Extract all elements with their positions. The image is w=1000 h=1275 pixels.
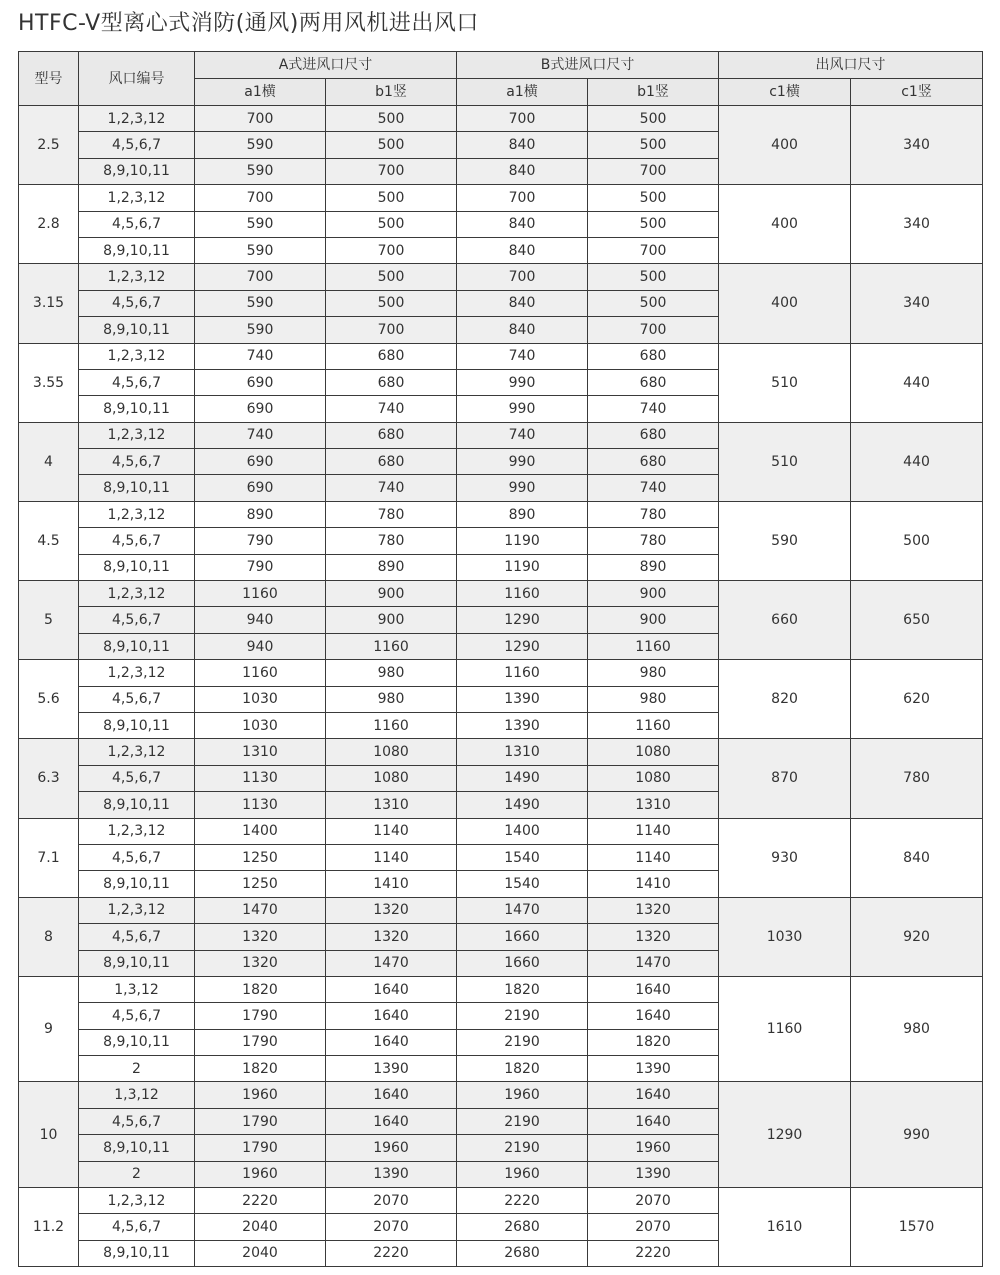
table-header (19, 52, 983, 106)
cell-c1-vertical: 440 (851, 422, 983, 501)
header-b-a1: a1横 (457, 79, 588, 106)
cell-port-no: 8,9,10,11 (79, 158, 195, 184)
table-row (19, 185, 983, 211)
cell-port-no: 1,2,3,12 (79, 264, 195, 290)
cell-port-no: 4,5,6,7 (79, 449, 195, 475)
cell-port-no: 4,5,6,7 (79, 1003, 195, 1029)
cell-b-a1: 2190 (457, 1003, 588, 1029)
cell-port-no: 1,2,3,12 (79, 185, 195, 211)
cell-b-a1: 1390 (457, 712, 588, 738)
cell-a-a1: 940 (195, 633, 326, 659)
table-row (19, 343, 983, 369)
cell-c1-vertical: 980 (851, 976, 983, 1082)
cell-port-no: 4,5,6,7 (79, 765, 195, 791)
cell-b-a1: 700 (457, 106, 588, 132)
cell-a-b1: 1640 (326, 1108, 457, 1134)
cell-b-b1: 500 (588, 106, 719, 132)
cell-b-a1: 1820 (457, 1056, 588, 1082)
cell-c1-vertical: 920 (851, 897, 983, 976)
cell-c1-vertical: 620 (851, 660, 983, 739)
cell-a-a1: 1030 (195, 712, 326, 738)
cell-b-a1: 1490 (457, 792, 588, 818)
cell-a-a1: 1250 (195, 844, 326, 870)
table-row (19, 976, 983, 1002)
cell-b-a1: 700 (457, 185, 588, 211)
cell-a-b1: 1640 (326, 1082, 457, 1108)
cell-a-a1: 740 (195, 343, 326, 369)
cell-port-no: 4,5,6,7 (79, 607, 195, 633)
cell-a-b1: 500 (326, 106, 457, 132)
cell-b-a1: 1160 (457, 660, 588, 686)
cell-port-no: 8,9,10,11 (79, 554, 195, 580)
cell-port-no: 4,5,6,7 (79, 211, 195, 237)
cell-a-b1: 680 (326, 449, 457, 475)
cell-b-a1: 990 (457, 449, 588, 475)
cell-b-b1: 1140 (588, 844, 719, 870)
cell-b-b1: 1640 (588, 1003, 719, 1029)
cell-port-no: 8,9,10,11 (79, 871, 195, 897)
cell-b-a1: 1310 (457, 739, 588, 765)
cell-b-a1: 1820 (457, 976, 588, 1002)
cell-b-a1: 700 (457, 264, 588, 290)
cell-a-a1: 1250 (195, 871, 326, 897)
table-body (19, 106, 983, 1267)
cell-a-b1: 1640 (326, 1003, 457, 1029)
cell-port-no: 1,3,12 (79, 1082, 195, 1108)
cell-c1-vertical: 340 (851, 106, 983, 185)
table-row (19, 1082, 983, 1108)
cell-c1-horizontal: 510 (719, 422, 851, 501)
cell-port-no: 4,5,6,7 (79, 132, 195, 158)
cell-a-b1: 500 (326, 211, 457, 237)
cell-port-no: 1,2,3,12 (79, 422, 195, 448)
cell-b-a1: 990 (457, 369, 588, 395)
cell-a-b1: 2220 (326, 1240, 457, 1266)
cell-b-b1: 500 (588, 211, 719, 237)
cell-b-a1: 740 (457, 422, 588, 448)
cell-b-a1: 2680 (457, 1214, 588, 1240)
cell-port-no: 4,5,6,7 (79, 686, 195, 712)
cell-b-a1: 840 (457, 237, 588, 263)
cell-port-no: 4,5,6,7 (79, 290, 195, 316)
cell-model: 3.15 (19, 264, 79, 343)
cell-b-a1: 1160 (457, 581, 588, 607)
cell-port-no: 8,9,10,11 (79, 1135, 195, 1161)
cell-model: 2.8 (19, 185, 79, 264)
cell-a-a1: 2220 (195, 1188, 326, 1214)
cell-c1-horizontal: 930 (719, 818, 851, 897)
table-row (19, 106, 983, 132)
header-group-a: A式进风口尺寸 (195, 52, 457, 79)
cell-port-no: 1,2,3,12 (79, 106, 195, 132)
cell-port-no: 2 (79, 1161, 195, 1187)
cell-b-b1: 2220 (588, 1240, 719, 1266)
cell-b-b1: 500 (588, 264, 719, 290)
cell-a-a1: 1130 (195, 792, 326, 818)
cell-b-b1: 780 (588, 501, 719, 527)
cell-a-b1: 500 (326, 264, 457, 290)
cell-a-a1: 1470 (195, 897, 326, 923)
cell-c1-horizontal: 1290 (719, 1082, 851, 1188)
cell-b-a1: 1490 (457, 765, 588, 791)
cell-b-b1: 500 (588, 132, 719, 158)
cell-b-b1: 900 (588, 581, 719, 607)
cell-b-a1: 1540 (457, 844, 588, 870)
cell-b-b1: 1390 (588, 1056, 719, 1082)
cell-b-b1: 1410 (588, 871, 719, 897)
cell-b-b1: 680 (588, 343, 719, 369)
cell-c1-vertical: 650 (851, 581, 983, 660)
cell-a-b1: 1320 (326, 924, 457, 950)
cell-a-b1: 1410 (326, 871, 457, 897)
cell-a-b1: 500 (326, 132, 457, 158)
cell-c1-vertical: 440 (851, 343, 983, 422)
cell-b-b1: 780 (588, 528, 719, 554)
cell-model: 3.55 (19, 343, 79, 422)
cell-port-no: 8,9,10,11 (79, 1240, 195, 1266)
cell-b-b1: 740 (588, 475, 719, 501)
cell-a-a1: 1320 (195, 924, 326, 950)
cell-a-b1: 1960 (326, 1135, 457, 1161)
cell-b-b1: 680 (588, 369, 719, 395)
cell-a-b1: 680 (326, 343, 457, 369)
cell-model: 9 (19, 976, 79, 1082)
cell-a-a1: 1790 (195, 1135, 326, 1161)
cell-port-no: 8,9,10,11 (79, 237, 195, 263)
cell-port-no: 8,9,10,11 (79, 317, 195, 343)
cell-b-b1: 680 (588, 422, 719, 448)
cell-b-b1: 900 (588, 607, 719, 633)
cell-c1-vertical: 780 (851, 739, 983, 818)
cell-b-b1: 500 (588, 185, 719, 211)
cell-b-b1: 740 (588, 396, 719, 422)
cell-a-a1: 890 (195, 501, 326, 527)
cell-a-b1: 1470 (326, 950, 457, 976)
cell-a-b1: 700 (326, 237, 457, 263)
cell-c1-horizontal: 400 (719, 185, 851, 264)
cell-a-a1: 790 (195, 554, 326, 580)
cell-b-a1: 740 (457, 343, 588, 369)
cell-a-b1: 500 (326, 185, 457, 211)
cell-model: 6.3 (19, 739, 79, 818)
cell-model: 11.2 (19, 1188, 79, 1267)
cell-port-no: 4,5,6,7 (79, 369, 195, 395)
header-group-outlet: 出风口尺寸 (719, 52, 983, 79)
cell-b-b1: 1080 (588, 739, 719, 765)
cell-c1-vertical: 500 (851, 501, 983, 580)
cell-a-a1: 1400 (195, 818, 326, 844)
cell-a-a1: 590 (195, 290, 326, 316)
cell-a-b1: 680 (326, 369, 457, 395)
cell-b-a1: 2190 (457, 1029, 588, 1055)
cell-a-b1: 1080 (326, 765, 457, 791)
cell-a-b1: 2070 (326, 1188, 457, 1214)
cell-port-no: 1,3,12 (79, 976, 195, 1002)
cell-port-no: 4,5,6,7 (79, 528, 195, 554)
cell-a-b1: 900 (326, 581, 457, 607)
cell-b-a1: 840 (457, 317, 588, 343)
cell-a-a1: 2040 (195, 1214, 326, 1240)
cell-port-no: 8,9,10,11 (79, 633, 195, 659)
cell-a-b1: 1310 (326, 792, 457, 818)
cell-a-a1: 1030 (195, 686, 326, 712)
cell-b-a1: 890 (457, 501, 588, 527)
cell-model: 2.5 (19, 106, 79, 185)
cell-a-b1: 500 (326, 290, 457, 316)
cell-a-b1: 1080 (326, 739, 457, 765)
cell-b-a1: 2220 (457, 1188, 588, 1214)
cell-port-no: 1,2,3,12 (79, 897, 195, 923)
cell-c1-horizontal: 1160 (719, 976, 851, 1082)
cell-b-b1: 890 (588, 554, 719, 580)
cell-b-b1: 1160 (588, 633, 719, 659)
cell-b-a1: 1190 (457, 554, 588, 580)
cell-b-b1: 2070 (588, 1214, 719, 1240)
table-row (19, 897, 983, 923)
cell-a-b1: 980 (326, 660, 457, 686)
cell-b-b1: 1470 (588, 950, 719, 976)
header-group-b: B式进风口尺寸 (457, 52, 719, 79)
header-a-a1: a1横 (195, 79, 326, 106)
cell-model: 4 (19, 422, 79, 501)
cell-model: 5 (19, 581, 79, 660)
cell-b-b1: 1390 (588, 1161, 719, 1187)
cell-c1-horizontal: 400 (719, 264, 851, 343)
cell-a-a1: 590 (195, 132, 326, 158)
table-row (19, 422, 983, 448)
cell-port-no: 8,9,10,11 (79, 712, 195, 738)
cell-a-a1: 740 (195, 422, 326, 448)
header-b-b1: b1竖 (588, 79, 719, 106)
cell-port-no: 4,5,6,7 (79, 844, 195, 870)
cell-b-b1: 700 (588, 237, 719, 263)
cell-b-b1: 1960 (588, 1135, 719, 1161)
cell-b-b1: 1640 (588, 1082, 719, 1108)
cell-a-a1: 1310 (195, 739, 326, 765)
cell-b-b1: 500 (588, 290, 719, 316)
cell-a-b1: 1140 (326, 818, 457, 844)
header-port-no: 风口编号 (79, 52, 195, 106)
cell-port-no: 1,2,3,12 (79, 1188, 195, 1214)
cell-b-b1: 1640 (588, 976, 719, 1002)
cell-c1-vertical: 990 (851, 1082, 983, 1188)
cell-b-b1: 2070 (588, 1188, 719, 1214)
table-row (19, 739, 983, 765)
cell-port-no: 8,9,10,11 (79, 1029, 195, 1055)
cell-b-a1: 1960 (457, 1161, 588, 1187)
cell-a-b1: 1160 (326, 712, 457, 738)
cell-model: 5.6 (19, 660, 79, 739)
cell-c1-horizontal: 820 (719, 660, 851, 739)
cell-c1-vertical: 340 (851, 264, 983, 343)
cell-port-no: 1,2,3,12 (79, 818, 195, 844)
cell-a-a1: 940 (195, 607, 326, 633)
cell-a-b1: 780 (326, 528, 457, 554)
cell-a-a1: 1130 (195, 765, 326, 791)
cell-port-no: 8,9,10,11 (79, 396, 195, 422)
cell-a-a1: 700 (195, 185, 326, 211)
cell-b-a1: 2190 (457, 1108, 588, 1134)
cell-port-no: 1,2,3,12 (79, 739, 195, 765)
header-row-groups (19, 52, 983, 79)
header-model: 型号 (19, 52, 79, 106)
cell-c1-vertical: 340 (851, 185, 983, 264)
cell-a-b1: 980 (326, 686, 457, 712)
cell-port-no: 2 (79, 1056, 195, 1082)
cell-b-a1: 990 (457, 396, 588, 422)
cell-port-no: 1,2,3,12 (79, 501, 195, 527)
cell-a-a1: 1790 (195, 1029, 326, 1055)
cell-b-a1: 1660 (457, 924, 588, 950)
cell-b-b1: 700 (588, 317, 719, 343)
cell-a-a1: 690 (195, 369, 326, 395)
cell-c1-horizontal: 660 (719, 581, 851, 660)
cell-a-b1: 740 (326, 396, 457, 422)
cell-a-a1: 1160 (195, 660, 326, 686)
cell-b-b1: 1310 (588, 792, 719, 818)
table-row (19, 818, 983, 844)
cell-model: 4.5 (19, 501, 79, 580)
cell-port-no: 1,2,3,12 (79, 660, 195, 686)
cell-a-b1: 1640 (326, 1029, 457, 1055)
cell-a-a1: 690 (195, 396, 326, 422)
cell-b-b1: 1320 (588, 924, 719, 950)
cell-b-b1: 1140 (588, 818, 719, 844)
cell-a-b1: 700 (326, 158, 457, 184)
cell-b-b1: 680 (588, 449, 719, 475)
cell-a-a1: 1820 (195, 976, 326, 1002)
table-row (19, 581, 983, 607)
cell-b-a1: 840 (457, 290, 588, 316)
cell-port-no: 8,9,10,11 (79, 792, 195, 818)
fan-port-spec-table (18, 51, 983, 1267)
cell-a-b1: 780 (326, 501, 457, 527)
cell-a-a1: 1320 (195, 950, 326, 976)
header-a-b1: b1竖 (326, 79, 457, 106)
cell-model: 10 (19, 1082, 79, 1188)
cell-c1-horizontal: 1610 (719, 1188, 851, 1267)
cell-b-b1: 1080 (588, 765, 719, 791)
cell-a-b1: 1320 (326, 897, 457, 923)
cell-a-a1: 1160 (195, 581, 326, 607)
cell-a-b1: 890 (326, 554, 457, 580)
cell-b-b1: 1820 (588, 1029, 719, 1055)
cell-a-a1: 700 (195, 106, 326, 132)
cell-a-b1: 700 (326, 317, 457, 343)
cell-b-a1: 1400 (457, 818, 588, 844)
cell-c1-horizontal: 1030 (719, 897, 851, 976)
cell-a-a1: 590 (195, 158, 326, 184)
cell-a-a1: 790 (195, 528, 326, 554)
cell-a-b1: 1390 (326, 1161, 457, 1187)
table-row (19, 1188, 983, 1214)
cell-a-a1: 590 (195, 317, 326, 343)
cell-b-a1: 1290 (457, 607, 588, 633)
page-title: HTFC-V型离心式消防(通风)两用风机进出风口 (18, 11, 479, 36)
cell-b-a1: 990 (457, 475, 588, 501)
table-row (19, 660, 983, 686)
cell-port-no: 1,2,3,12 (79, 343, 195, 369)
cell-b-b1: 1160 (588, 712, 719, 738)
cell-b-b1: 980 (588, 686, 719, 712)
cell-port-no: 4,5,6,7 (79, 1214, 195, 1240)
cell-a-a1: 1790 (195, 1108, 326, 1134)
cell-a-b1: 1140 (326, 844, 457, 870)
cell-b-a1: 840 (457, 211, 588, 237)
cell-a-a1: 1960 (195, 1161, 326, 1187)
cell-b-b1: 1320 (588, 897, 719, 923)
cell-a-a1: 1790 (195, 1003, 326, 1029)
cell-a-b1: 2070 (326, 1214, 457, 1240)
cell-c1-horizontal: 590 (719, 501, 851, 580)
cell-port-no: 8,9,10,11 (79, 950, 195, 976)
cell-c1-horizontal: 510 (719, 343, 851, 422)
cell-c1-horizontal: 400 (719, 106, 851, 185)
cell-c1-horizontal: 870 (719, 739, 851, 818)
cell-a-a1: 590 (195, 211, 326, 237)
cell-b-a1: 840 (457, 158, 588, 184)
cell-port-no: 4,5,6,7 (79, 1108, 195, 1134)
table-row (19, 264, 983, 290)
cell-a-a1: 700 (195, 264, 326, 290)
cell-a-a1: 690 (195, 449, 326, 475)
cell-a-a1: 1960 (195, 1082, 326, 1108)
cell-a-b1: 1390 (326, 1056, 457, 1082)
cell-b-b1: 980 (588, 660, 719, 686)
cell-a-b1: 740 (326, 475, 457, 501)
cell-b-b1: 1640 (588, 1108, 719, 1134)
cell-b-b1: 700 (588, 158, 719, 184)
cell-b-a1: 840 (457, 132, 588, 158)
header-c1-horizontal: c1横 (719, 79, 851, 106)
header-c1-vertical: c1竖 (851, 79, 983, 106)
cell-b-a1: 1290 (457, 633, 588, 659)
cell-a-b1: 900 (326, 607, 457, 633)
cell-a-b1: 680 (326, 422, 457, 448)
cell-port-no: 4,5,6,7 (79, 924, 195, 950)
cell-b-a1: 2190 (457, 1135, 588, 1161)
table-row (19, 501, 983, 527)
cell-b-a1: 1470 (457, 897, 588, 923)
cell-b-a1: 1660 (457, 950, 588, 976)
cell-a-a1: 1820 (195, 1056, 326, 1082)
cell-model: 8 (19, 897, 79, 976)
cell-a-a1: 690 (195, 475, 326, 501)
cell-b-a1: 2680 (457, 1240, 588, 1266)
cell-b-a1: 1190 (457, 528, 588, 554)
cell-c1-vertical: 1570 (851, 1188, 983, 1267)
cell-a-b1: 1160 (326, 633, 457, 659)
cell-b-a1: 1960 (457, 1082, 588, 1108)
cell-c1-vertical: 840 (851, 818, 983, 897)
cell-b-a1: 1540 (457, 871, 588, 897)
cell-port-no: 1,2,3,12 (79, 581, 195, 607)
cell-model: 7.1 (19, 818, 79, 897)
cell-a-a1: 590 (195, 237, 326, 263)
cell-a-a1: 2040 (195, 1240, 326, 1266)
cell-a-b1: 1640 (326, 976, 457, 1002)
cell-port-no: 8,9,10,11 (79, 475, 195, 501)
cell-b-a1: 1390 (457, 686, 588, 712)
